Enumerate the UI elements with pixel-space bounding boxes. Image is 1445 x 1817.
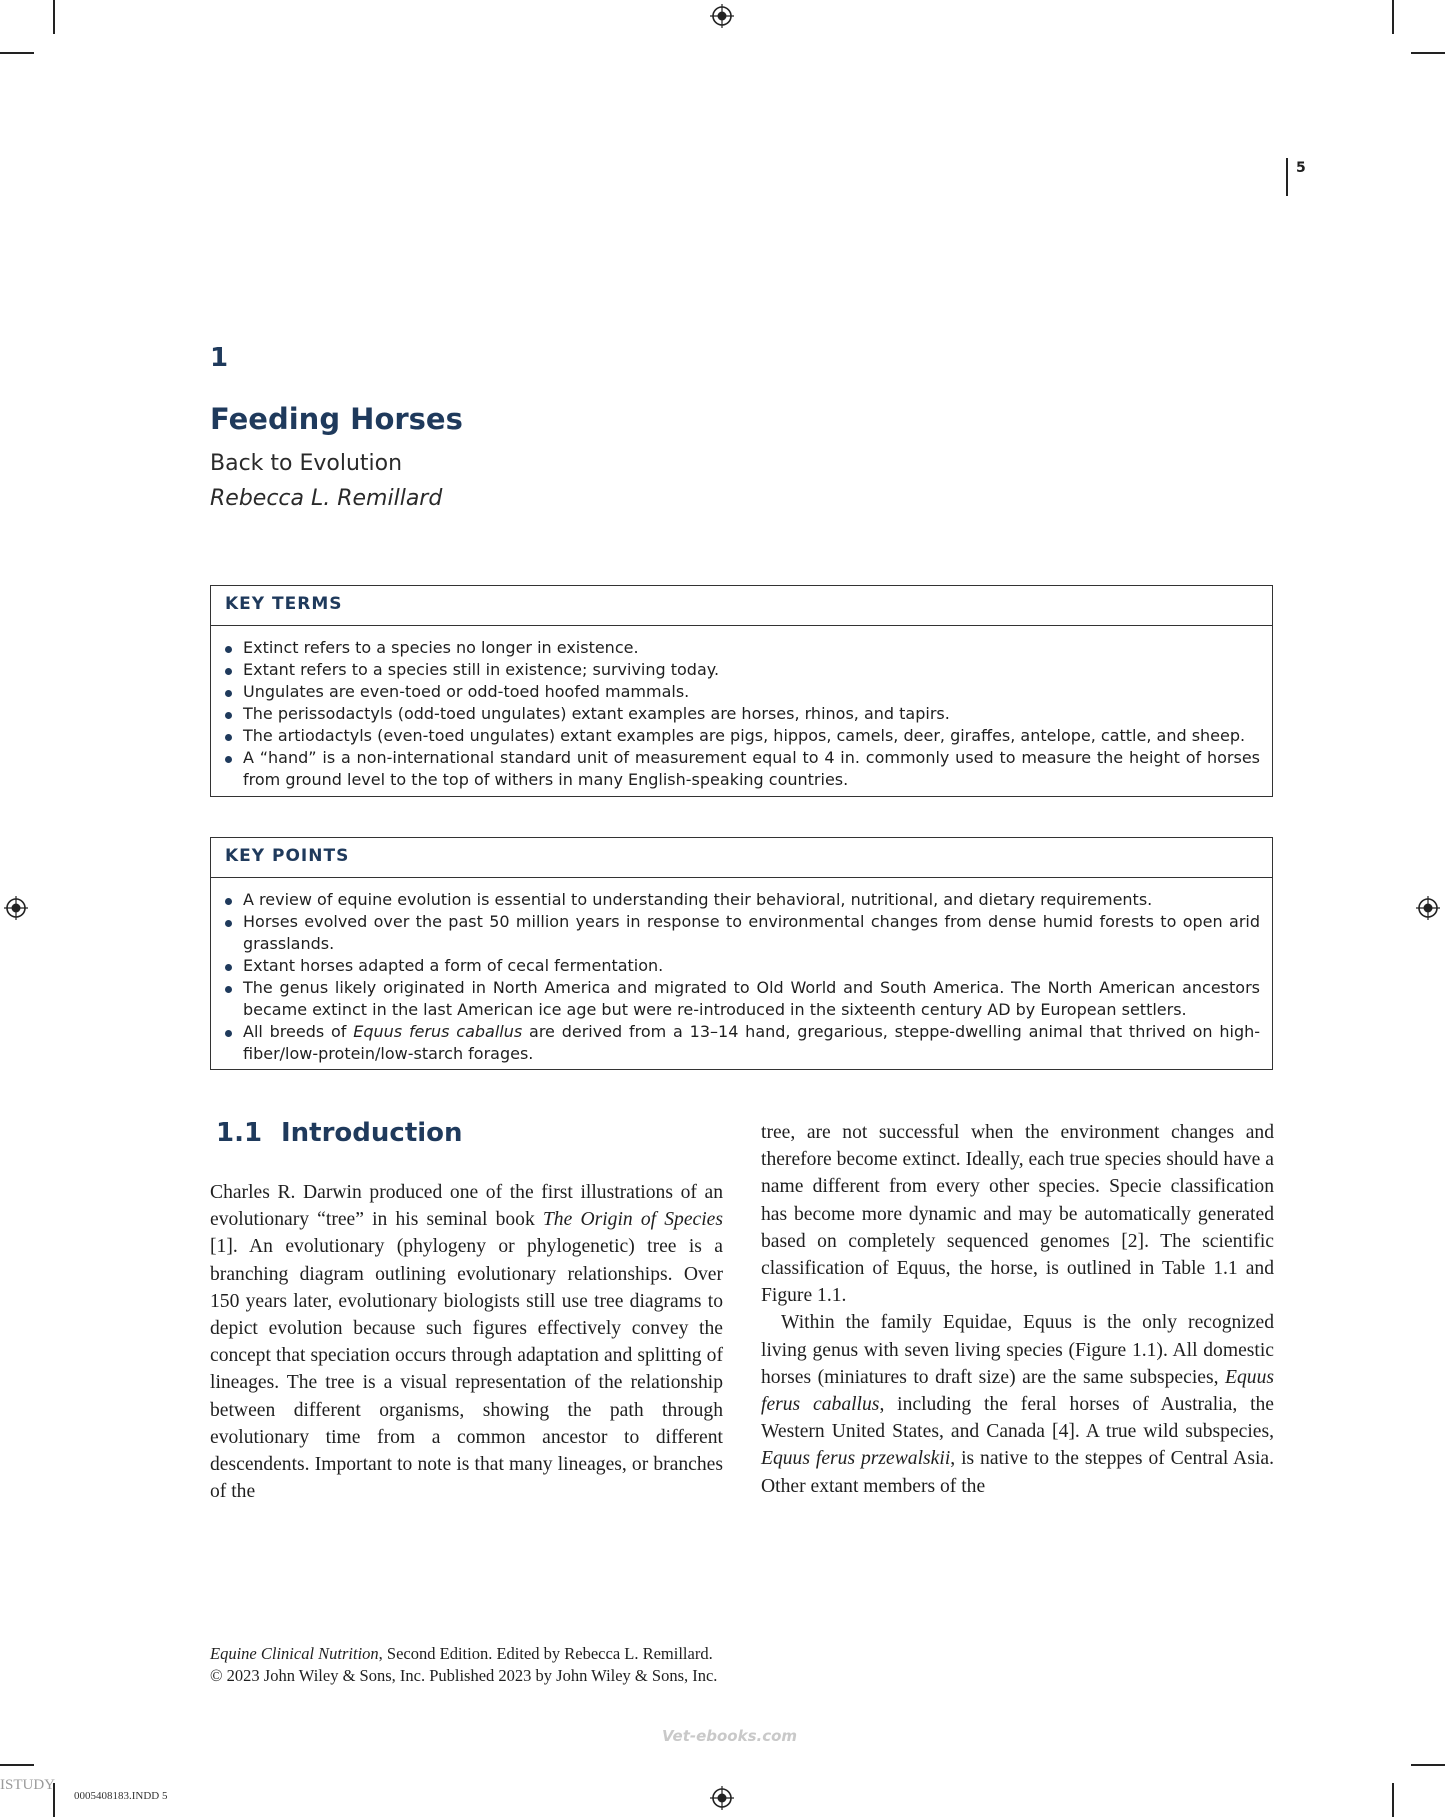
list-item-text: All breeds of bbox=[243, 1022, 354, 1041]
body-paragraph bbox=[761, 1119, 1274, 1309]
book-title: The Origin of Species bbox=[542, 1209, 723, 1231]
body-text: [1]. An evolutionary (phylogeny or phylogenetic) tree is a branching diagram outlining evolutionary relationships. Over 150 years later, evolutionary biologists still use tree diagrams to depict evolution because such figures effectively convey the concept that speciation occurs through adaptation and splitting of lineages. The tree is a visual representation of the relationship between different organisms, showing the path through evolutionary time from a common ancestor to different descendents. Important to note is that many lineages, or branches of the bbox=[210, 1236, 723, 1503]
chapter-author: Rebecca L. Remillard bbox=[210, 486, 443, 511]
body-text: Charles R. Darwin produced one of the first illustrations of an evolutionary “tree” in his seminal book bbox=[210, 1182, 723, 1231]
list-item: Extant refers to a species still in existence; surviving today. bbox=[243, 659, 1260, 681]
registration-mark-icon bbox=[1416, 896, 1440, 920]
footer-line bbox=[210, 1643, 717, 1665]
key-terms-box bbox=[210, 585, 1273, 797]
list-item bbox=[243, 1021, 1260, 1065]
key-points-list bbox=[211, 878, 1272, 1073]
footer-copyright: © 2023 John Wiley & Sons, Inc. Published 2023 by John Wiley & Sons, Inc. bbox=[210, 1666, 718, 1685]
key-terms-list bbox=[211, 626, 1272, 799]
footer-credit bbox=[210, 1643, 717, 1687]
section-number: 1.1 bbox=[216, 1118, 263, 1148]
crop-mark bbox=[0, 1764, 34, 1766]
species-name: Equus ferus caballus bbox=[761, 1366, 1274, 1416]
body-paragraph bbox=[761, 1309, 1274, 1499]
book-title: Equine Clinical Nutrition bbox=[210, 1644, 379, 1663]
body-text: tree, are not successful when the environment changes and therefore become extinct. Ideally, each true species should have a name different from every other species. Specie classification has become more dynamic and may be automatically generated based on completely sequenced genomes [2]. The scientific classification of Equus, the horse, is outlined in Table 1.1 and Figure 1.1. bbox=[761, 1122, 1274, 1307]
crop-mark bbox=[1411, 52, 1445, 54]
crop-mark bbox=[0, 52, 34, 54]
list-item: The artiodactyls (even-toed ungulates) extant examples are pigs, hippos, camels, deer, giraffes, antelope, cattle, and sheep. bbox=[243, 725, 1260, 747]
crop-mark bbox=[1411, 1764, 1445, 1766]
list-item: Extant horses adapted a form of cecal fermentation. bbox=[243, 955, 1260, 977]
list-item: Ungulates are even-toed or odd-toed hoofed mammals. bbox=[243, 681, 1260, 703]
list-item: A review of equine evolution is essential to understanding their behavioral, nutritional, and dietary requirements. bbox=[243, 889, 1260, 911]
body-text: , is native to the steppes of Central Asia. Other extant members of the bbox=[761, 1448, 1274, 1497]
chapter-subtitle: Back to Evolution bbox=[210, 451, 403, 476]
registration-mark-icon bbox=[4, 896, 28, 920]
body-column-right bbox=[761, 1119, 1274, 1500]
list-item: Extinct refers to a species no longer in existence. bbox=[243, 637, 1260, 659]
section-heading bbox=[216, 1118, 463, 1148]
key-points-box bbox=[210, 837, 1273, 1070]
key-points-heading: KEY POINTS bbox=[211, 838, 1272, 878]
body-column-left bbox=[210, 1179, 723, 1505]
registration-mark-icon bbox=[710, 1786, 734, 1810]
chapter-number: 1 bbox=[210, 343, 229, 373]
body-text: , including the feral horses of Australia, the Western United States, and Canada [4]. A true wild subspecies, bbox=[761, 1394, 1275, 1443]
body-paragraph bbox=[210, 1179, 723, 1505]
footer-edition: , Second Edition. Edited by Rebecca L. Remillard. bbox=[378, 1644, 713, 1663]
list-item-text: are derived from a 13–14 hand, gregarious, steppe-dwelling animal that thrived on high-fiber/low-protein/low-starch forages. bbox=[243, 1022, 1261, 1063]
section-title: Introduction bbox=[281, 1118, 463, 1148]
crop-mark bbox=[53, 0, 55, 34]
list-item: The perissodactyls (odd-toed ungulates) extant examples are horses, rhinos, and tapirs. bbox=[243, 703, 1260, 725]
list-item: The genus likely originated in North America and migrated to Old World and South America. The North American ancestors became extinct in the last American ice age but were re-introduced in the sixteenth century AD by European settlers. bbox=[243, 978, 1260, 1019]
watermark: Vet-ebooks.com bbox=[662, 1727, 798, 1745]
species-name: Equus ferus caballus bbox=[353, 1022, 523, 1041]
chapter-title: Feeding Horses bbox=[210, 402, 463, 436]
registration-mark-icon bbox=[710, 4, 734, 28]
body-text: Within the family Equidae, Equus is the only recognized living genus with seven living species (Figure 1.1). All domestic horses (miniatures to draft size) are the same subspecies, bbox=[761, 1312, 1274, 1388]
corner-slug: ISTUDY bbox=[0, 1777, 55, 1793]
list-item: Horses evolved over the past 50 million years in response to environmental changes from dense humid forests to open arid grasslands. bbox=[243, 912, 1260, 953]
list-item: A “hand” is a non-international standard unit of measurement equal to 4 in. commonly used to measure the height of horses from ground level to the top of withers in many English-speaking countries. bbox=[243, 748, 1260, 789]
crop-mark bbox=[1392, 1783, 1394, 1817]
page-number bbox=[1286, 158, 1328, 196]
page-number-text: 5 bbox=[1296, 160, 1306, 176]
crop-mark bbox=[1392, 0, 1394, 34]
key-terms-heading: KEY TERMS bbox=[211, 586, 1272, 626]
file-slug: 0005408183.INDD 5 bbox=[74, 1790, 168, 1802]
species-name: Equus ferus przewalskii bbox=[761, 1448, 951, 1470]
